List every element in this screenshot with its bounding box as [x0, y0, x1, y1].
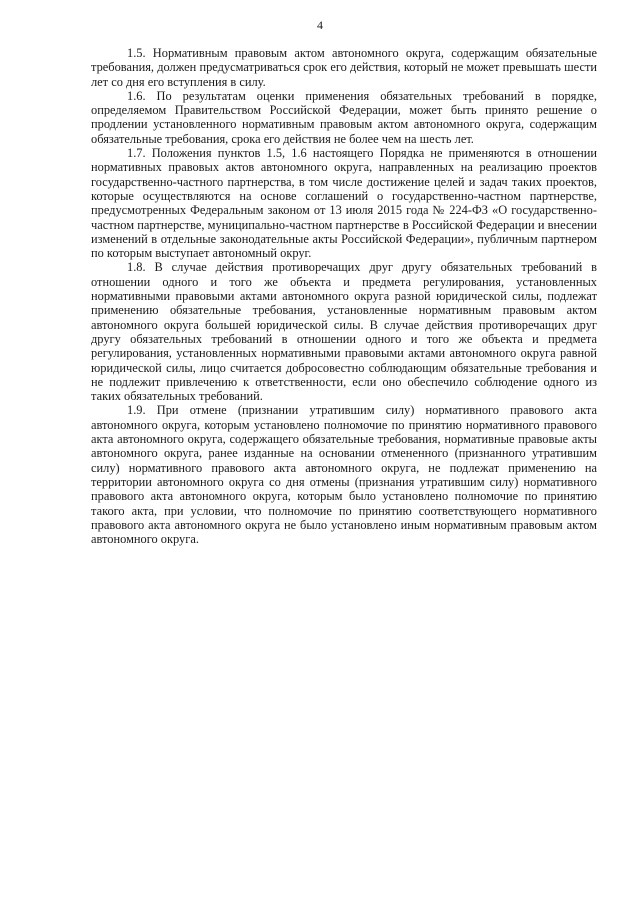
paragraph-1-5: 1.5. Нормативным правовым актом автономного округа, содержащим обязательные требования, должен предусматриваться срок его действия, который не может превышать шести лет со дня его вступления в силу. — [91, 46, 597, 89]
page-number: 4 — [317, 18, 323, 32]
paragraph-1-8: 1.8. В случае действия противоречащих друг другу обязательных требований в отношении одного и того же объекта и предмета регулирования, установленных нормативными правовыми актами автономного округа разной юридической силы, подлежат применению обязательные требования, установленные нормативным правовым актом автономного округа большей юридической силы. В случае действия противоречащих друг другу обязательных требований в отношении одного и того же объекта и предмета регулирования, установленных нормативными правовыми актами автономного округа равной юридической силы, лицо считается добросовестно соблюдающим обязательные требования и не подлежит привлечению к ответственности, если оно обеспечило соблюдение одного из таких обязательных требований. — [91, 260, 597, 404]
paragraph-1-9: 1.9. При отмене (признании утратившим силу) нормативного правового акта автономного округа, которым установлено полномочие по принятию нормативного правового акта автономного округа, содержащего обязательные требования, нормативные правовые акты автономного округа, ранее изданные на основании отмененного (признанного утратившим силу) нормативного правового акта автономного округа, не подлежат применению на территории автономного округа со дня отмены (признания утратившим силу) нормативного правового акта автономного округа, которым было установлено полномочие по принятию такого акта, при условии, что полномочие по принятию соответствующего нормативного правового акта автономного округа не было установлено иным нормативным правовым актом автономного округа. — [91, 403, 597, 547]
paragraph-1-6: 1.6. По результатам оценки применения обязательных требований в порядке, определяемом Правительством Российской Федерации, может быть принято решение о продлении установленного нормативным правовым актом автономного округа, содержащим обязательные требования, срока его действия не более чем на шесть лет. — [91, 88, 597, 146]
document-body — [91, 46, 597, 546]
paragraph-1-7: 1.7. Положения пунктов 1.5, 1.6 настоящего Порядка не применяются в отношении нормативных правовых актов автономного округа, направленных на реализацию проектов государственно-частного партнерства, в том числе достижение целей и задач таких проектов, которые осуществляются на основе соглашений о государственно-частном партнерстве, предусмотренных Федеральным законом от 13 июля 2015 года № 224-ФЗ «О государственно-частном партнерстве, муниципально-частном партнерстве в Российской Федерации и внесении изменений в отдельные законодательные акты Российской Федерации», публичным партнером по которым выступает автономный округ. — [91, 146, 597, 261]
